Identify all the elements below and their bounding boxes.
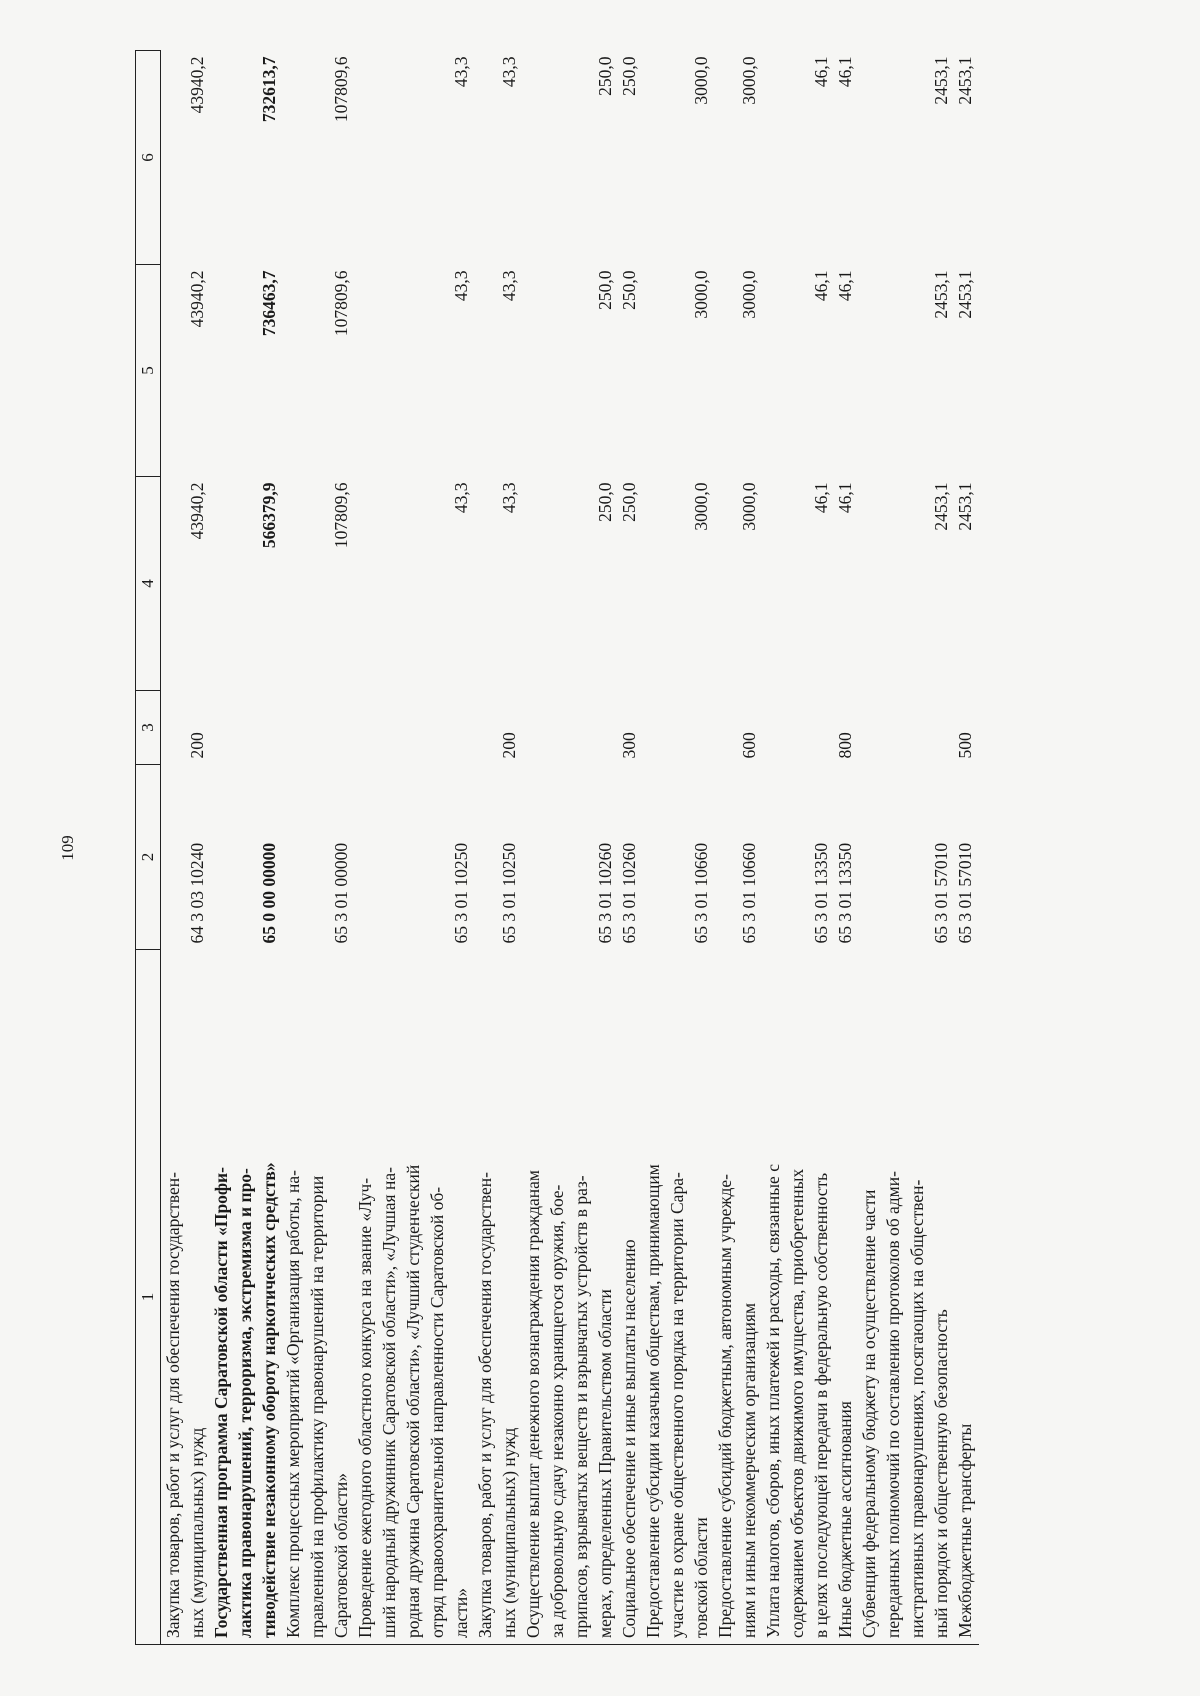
row-expense-type xyxy=(641,691,713,765)
row-expense-type: 200 xyxy=(499,732,519,759)
header-col-5: 5 xyxy=(136,265,161,477)
row-description: Государственная программа Саратовской области «Профи- лактика правонарушений, терроризма, экстремизма и про- тиводействие незаконному обороту наркотических средств» xyxy=(209,950,281,1645)
row-value-col6: 43,3 xyxy=(451,56,471,88)
row-expense-type: 800 xyxy=(835,732,855,759)
row-value-col6: 250,0 xyxy=(619,56,639,96)
header-col-1: 1 xyxy=(136,950,161,1645)
row-expense-type xyxy=(521,691,617,765)
row-code: 65 3 01 10660 xyxy=(739,842,759,944)
row-description: Социальное обеспечение и иные выплаты населению xyxy=(617,950,641,1645)
page-number: 109 xyxy=(58,835,77,861)
row-value-col4: 46,1 xyxy=(835,482,855,514)
row-value-col4: 250,0 xyxy=(619,482,639,522)
row-code: 65 3 01 10250 xyxy=(451,842,471,944)
row-value-col6: 2453,1 xyxy=(955,56,975,105)
row-description: Комплекс процессных мероприятий «Организация работы, на- правленной на профилактику правонарушений на территории Саратовской области» xyxy=(281,950,353,1645)
row-value-col4: 2453,1 xyxy=(931,482,951,531)
table-row xyxy=(521,51,617,1645)
row-value-col5: 2453,1 xyxy=(931,270,951,319)
row-code: 65 3 01 13350 xyxy=(835,842,855,944)
row-expense-type: 600 xyxy=(739,732,759,759)
row-value-col4: 2453,1 xyxy=(955,482,975,531)
row-code: 65 3 01 00000 xyxy=(331,842,351,944)
row-value-col5: 250,0 xyxy=(619,270,639,310)
row-description: Осуществление выплат денежного вознаграждения гражданам за добровольную сдачу незаконно хранящегося оружия, боe- припасов, взрывчатых веществ и взрывчатых устройств в раз- мерах, определенных Правительством области xyxy=(521,950,617,1645)
row-code: 65 3 01 10250 xyxy=(499,842,519,944)
row-value-col4: 46,1 xyxy=(811,482,831,514)
row-expense-type: 200 xyxy=(187,732,207,759)
row-value-col5: 736463,7 xyxy=(259,270,279,337)
row-code: 65 3 01 10260 xyxy=(619,842,639,944)
row-value-col4: 566379,9 xyxy=(259,482,279,549)
table-row xyxy=(353,51,473,1645)
row-description: Проведение ежегодного областного конкурса на звание «Луч- ший народный дружинник Саратовской области», «Лучшая на- родная дружина Саратовской области», «Лучший студенческий отряд правоохранительной направленности Саратовской об- ласти» xyxy=(353,950,473,1645)
header-col-6: 6 xyxy=(136,51,161,265)
row-value-col6: 46,1 xyxy=(811,56,831,88)
row-description: Предоставление субсидии казачьим обществам, принимающим участие в охране общественного порядка на территории Сара- товской области xyxy=(641,950,713,1645)
row-value-col6: 250,0 xyxy=(595,56,615,96)
row-description: Иные бюджетные ассигнования xyxy=(833,950,857,1645)
row-value-col6: 107809,6 xyxy=(331,56,351,123)
row-code: 65 3 01 57010 xyxy=(955,842,975,944)
row-expense-type xyxy=(761,691,833,765)
table-row xyxy=(641,51,713,1645)
row-value-col6: 2453,1 xyxy=(931,56,951,105)
row-value-col5: 46,1 xyxy=(811,270,831,302)
row-value-col5: 43,3 xyxy=(451,270,471,302)
row-value-col5: 3000,0 xyxy=(691,270,711,319)
row-code: 65 3 01 10260 xyxy=(595,842,615,944)
row-value-col5: 3000,0 xyxy=(739,270,759,319)
row-value-col5: 43940,2 xyxy=(187,270,207,328)
row-description: Уплата налогов, сборов, иных платежей и расходы, связанные с содержанием объектов движимого имущества, приобретенных в целях последующей передачи в федеральную собственность xyxy=(761,950,833,1645)
row-value-col5: 107809,6 xyxy=(331,270,351,337)
row-value-col6: 3000,0 xyxy=(739,56,759,105)
row-value-col5: 250,0 xyxy=(595,270,615,310)
row-value-col6: 3000,0 xyxy=(691,56,711,105)
budget-table-frame xyxy=(135,51,1065,1645)
row-code: 65 0 00 00000 xyxy=(259,842,279,944)
row-description: Межбюджетные трансферты xyxy=(953,950,979,1645)
table-row xyxy=(833,51,857,1645)
table-row xyxy=(281,51,353,1645)
header-col-3: 3 xyxy=(136,691,161,765)
row-code: 65 3 01 10660 xyxy=(691,842,711,944)
row-expense-type: 300 xyxy=(619,732,639,759)
row-description: Субвенции федеральному бюджету на осуществление части переданных полномочий по составлению протоколов об адми- нистративных правонарушениях, посягающих на обществен- ный порядок и общественную безопасность xyxy=(857,950,953,1645)
row-expense-type: 500 xyxy=(955,732,975,759)
header-col-2: 2 xyxy=(136,765,161,950)
row-description: Закупка товаров, работ и услуг для обеспечения государствен- ных (муниципальных) нужд xyxy=(161,950,210,1645)
row-value-col4: 3000,0 xyxy=(739,482,759,531)
row-value-col6: 43940,2 xyxy=(187,56,207,114)
row-expense-type xyxy=(353,691,473,765)
row-value-col6: 732613,7 xyxy=(259,56,279,123)
row-code: 64 3 03 10240 xyxy=(187,842,207,944)
budget-table xyxy=(135,50,979,1645)
table-row xyxy=(473,51,521,1645)
row-value-col4: 43940,2 xyxy=(187,482,207,540)
row-description: Закупка товаров, работ и услуг для обеспечения государствен- ных (муниципальных) нужд xyxy=(473,950,521,1645)
table-row xyxy=(209,51,281,1645)
row-code: 65 3 01 57010 xyxy=(931,842,951,944)
row-value-col5: 2453,1 xyxy=(955,270,975,319)
table-body xyxy=(161,51,980,1645)
table-row xyxy=(857,51,953,1645)
row-value-col4: 107809,6 xyxy=(331,482,351,549)
row-value-col6: 46,1 xyxy=(835,56,855,88)
row-value-col6: 43,3 xyxy=(499,56,519,88)
row-code: 65 3 01 13350 xyxy=(811,842,831,944)
row-value-col5: 43,3 xyxy=(499,270,519,302)
table-row xyxy=(953,51,979,1645)
table-row xyxy=(617,51,641,1645)
table-row xyxy=(761,51,833,1645)
row-expense-type xyxy=(857,691,953,765)
table-header-row xyxy=(136,51,161,1645)
row-value-col4: 250,0 xyxy=(595,482,615,522)
row-description: Предоставление субсидий бюджетным, автономным учрежде- ниям и иным некоммерческим организациям xyxy=(713,950,761,1645)
row-expense-type xyxy=(281,691,353,765)
table-row xyxy=(161,51,210,1645)
row-value-col4: 43,3 xyxy=(451,482,471,514)
table-row xyxy=(713,51,761,1645)
header-col-4: 4 xyxy=(136,477,161,691)
row-value-col5: 46,1 xyxy=(835,270,855,302)
row-value-col4: 3000,0 xyxy=(691,482,711,531)
row-value-col4: 43,3 xyxy=(499,482,519,514)
row-expense-type xyxy=(209,691,281,765)
